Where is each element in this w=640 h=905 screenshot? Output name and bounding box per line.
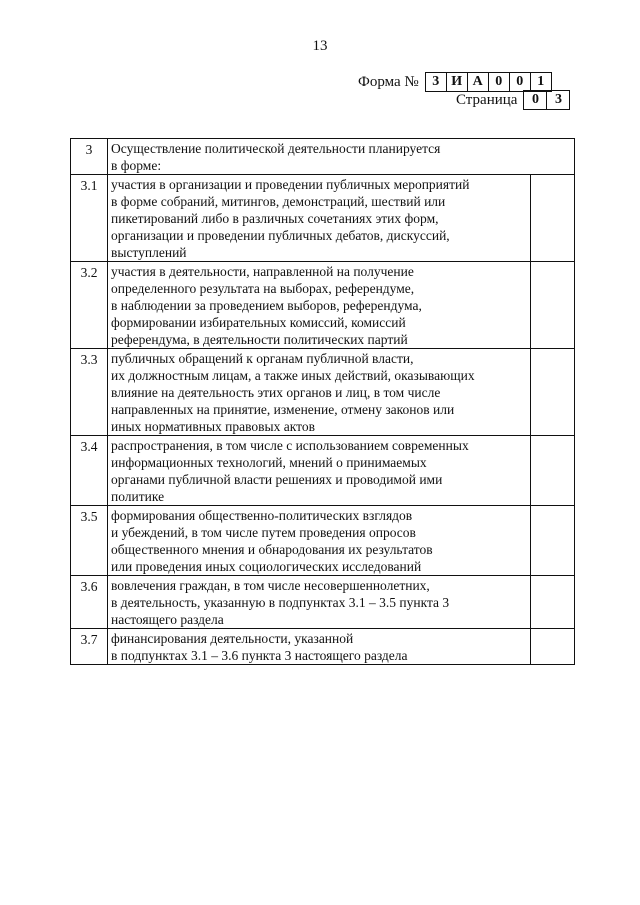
form-code-cell: 1 (530, 73, 551, 91)
item-description-line: вовлечения граждан, в том числе несовершеннолетних, (111, 578, 430, 593)
item-description-line: иных нормативных правовых актов (111, 419, 315, 434)
table-row (71, 436, 575, 506)
table-row (71, 349, 575, 436)
item-description-line: финансирования деятельности, указанной (111, 631, 354, 646)
mark-cell[interactable] (531, 262, 575, 349)
page-label: Страница (456, 91, 518, 108)
item-description-line: влияние на деятельность этих органов и лиц, в том числе (111, 385, 441, 400)
mark-cell[interactable] (531, 349, 575, 436)
item-number: 3.6 (71, 576, 108, 629)
form-code-cells (425, 72, 552, 92)
section-title-line: в форме: (111, 158, 162, 173)
item-number: 3.1 (71, 175, 108, 262)
page-code-row (456, 90, 570, 110)
mark-cell[interactable] (531, 576, 575, 629)
item-description (108, 175, 531, 262)
item-description-line: или проведения иных социологических исследований (111, 559, 422, 574)
form-code-cell: 0 (509, 73, 530, 91)
item-description-line: референдума, в деятельности политических партий (111, 332, 408, 347)
item-description-line: в подпунктах 3.1 – 3.6 пункта 3 настоящего раздела (111, 648, 408, 663)
section-title-line: Осуществление политической деятельности планируется (111, 141, 441, 156)
form-code-cell: А (467, 73, 488, 91)
item-number: 3.3 (71, 349, 108, 436)
page-number: 13 (312, 38, 328, 54)
section-number: 3 (71, 139, 108, 175)
form-code-row (358, 72, 552, 92)
item-description-line: формирования общественно-политических взглядов (111, 508, 413, 523)
item-description-line: организации и проведении публичных дебатов, дискуссий, (111, 228, 450, 243)
item-description-line: политике (111, 489, 165, 504)
table-row (71, 576, 575, 629)
item-description-line: пикетирований либо в различных сочетаниях этих форм, (111, 211, 439, 226)
page-code-cell: 3 (546, 91, 569, 109)
item-number: 3.2 (71, 262, 108, 349)
item-description-line: в наблюдении за проведением выборов, референдума, (111, 298, 422, 313)
item-description-line: информационных технологий, мнений о принимаемых (111, 455, 427, 470)
table-row (71, 262, 575, 349)
item-description-line: формировании избирательных комиссий, комиссий (111, 315, 406, 330)
mark-cell[interactable] (531, 629, 575, 665)
item-description (108, 349, 531, 436)
item-description-line: распространения, в том числе с использованием современных (111, 438, 469, 453)
item-description-line: органами публичной власти решениях и проводимой ими (111, 472, 443, 487)
item-description-line: направленных на принятие, изменение, отмену законов или (111, 402, 455, 417)
item-description (108, 576, 531, 629)
form-code-cell: И (446, 73, 467, 91)
form-code-cell: 3 (432, 74, 440, 89)
section-header-row (71, 139, 575, 175)
item-description-line: выступлений (111, 245, 187, 260)
item-description-line: публичных обращений к органам публичной власти, (111, 351, 414, 366)
item-number: 3.5 (71, 506, 108, 576)
item-description-line: настоящего раздела (111, 612, 224, 627)
item-description-line: участия в организации и проведении публичных мероприятий (111, 177, 470, 192)
item-description-line: в деятельность, указанную в подпунктах 3.1 – 3.5 пункта 3 (111, 595, 450, 610)
mark-cell[interactable] (531, 436, 575, 506)
page-code-cell: 0 (531, 92, 539, 107)
item-description-line: участия в деятельности, направленной на получение (111, 264, 414, 279)
item-description (108, 436, 531, 506)
table-row (71, 629, 575, 665)
item-description-line: их должностным лицам, а также иных действий, оказывающих (111, 368, 475, 383)
form-code-cell: 0 (488, 73, 509, 91)
item-number: 3.7 (71, 629, 108, 665)
activity-forms-table (70, 138, 575, 665)
item-description-line: определенного результата на выборах, референдуме, (111, 281, 415, 296)
item-description-line: и убеждений, в том числе путем проведения опросов (111, 525, 416, 540)
mark-cell[interactable] (531, 175, 575, 262)
form-number-label: Форма № (358, 73, 419, 90)
page-code-cells (523, 90, 570, 110)
item-description (108, 506, 531, 576)
mark-cell[interactable] (531, 506, 575, 576)
item-description (108, 629, 531, 665)
table-row (71, 506, 575, 576)
item-description (108, 262, 531, 349)
item-number: 3.4 (71, 436, 108, 506)
table-row (71, 175, 575, 262)
item-description-line: общественного мнения и обнародования их результатов (111, 542, 433, 557)
section-title (108, 139, 575, 175)
item-description-line: в форме собраний, митингов, демонстраций, шествий или (111, 194, 446, 209)
